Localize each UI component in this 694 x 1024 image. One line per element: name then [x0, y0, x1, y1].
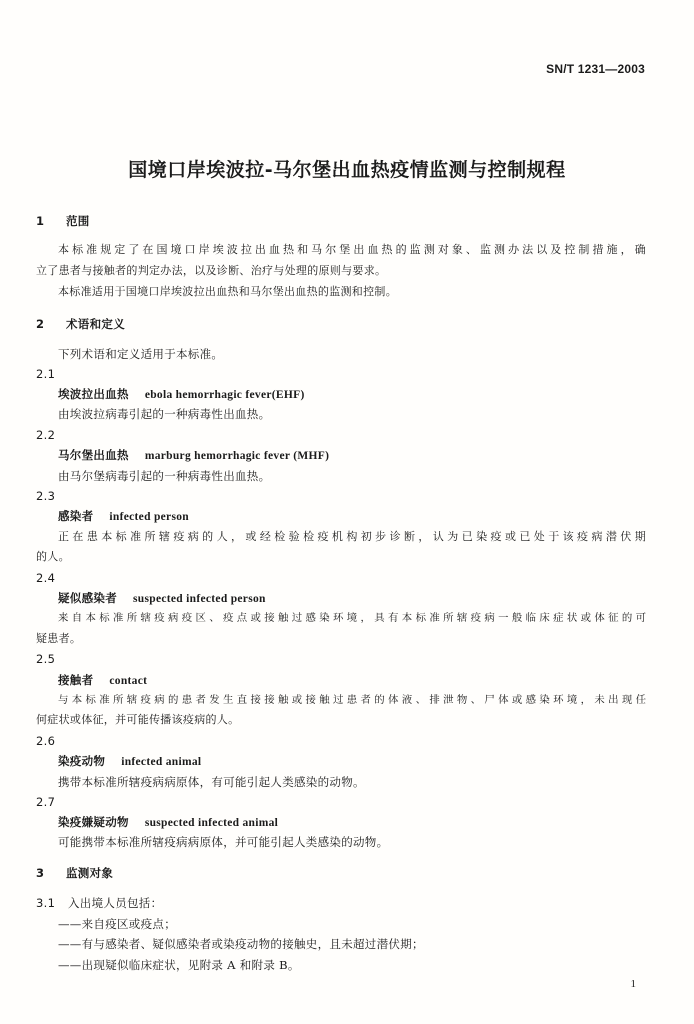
section-1-heading: 范围	[66, 214, 90, 228]
term-2-5-definition-line-1: 与本标准所辖疫病的患者发生直接接触或接触过患者的体液、排泄物、尸体或感染环境，未出现任	[58, 694, 646, 706]
section-1-paragraph-2: 本标准适用于国境口岸埃波拉出血热和马尔堡出血热的监测和控制。	[58, 285, 397, 298]
term-2-1-en: ebola hemorrhagic fever(EHF)	[144, 389, 305, 401]
term-2-7-heading	[58, 815, 278, 830]
term-2-3-definition-line-1: 正在患本标准所辖疫病的人，或经检验检疫机构初步诊断，认为已染疫或已处于该疫病潜伏期	[58, 530, 646, 543]
section-2-number: 2	[36, 317, 45, 331]
section-1-paragraph-1-line-1: 本标准规定了在国境口岸埃波拉出血热和马尔堡出血热的监测对象、监测办法以及控制措施，确	[58, 243, 646, 256]
term-2-6-definition: 携带本标准所辖疫病病原体，有可能引起人类感染的动物。	[58, 775, 365, 789]
term-2-2-number: 2.2	[36, 428, 56, 442]
term-2-1-zh: 埃波拉出血热	[58, 387, 129, 401]
term-2-3-number: 2.3	[36, 489, 56, 503]
document-title: 国境口岸埃波拉-马尔堡出血热疫情监测与控制规程	[128, 159, 566, 181]
term-2-4-number: 2.4	[36, 571, 56, 585]
term-2-4-definition-line-1: 来自本标准所辖疫病疫区、疫点或接触过感染环境，具有本标准所辖疫病一般临床症状或体征的可	[58, 612, 646, 624]
page-number: 1	[630, 978, 636, 990]
term-2-5-heading	[58, 673, 147, 688]
standard-number: SN/T 1231—2003	[546, 62, 645, 76]
section-2-heading: 术语和定义	[66, 317, 125, 331]
term-2-3-heading	[58, 509, 189, 524]
term-2-7-zh: 染疫嫌疑动物	[58, 815, 129, 829]
term-2-7-en: suspected infected animal	[144, 817, 279, 829]
term-2-1-heading	[58, 387, 305, 402]
term-2-3-zh: 感染者	[58, 509, 94, 523]
term-2-2-definition: 由马尔堡病毒引起的一种病毒性出血热。	[58, 469, 271, 483]
section-3-1-item-1: ——来自疫区或疫点；	[58, 917, 176, 931]
term-2-5-number: 2.5	[36, 652, 56, 666]
term-2-4-heading	[58, 591, 266, 606]
term-2-3-definition-line-2: 的人。	[36, 550, 70, 563]
term-2-5-zh: 接触者	[58, 673, 94, 687]
term-2-1-number: 2.1	[36, 367, 56, 381]
term-2-6-number: 2.6	[36, 734, 56, 748]
section-2-intro: 下列术语和定义适用于本标准。	[58, 347, 224, 361]
term-2-5-en: contact	[109, 675, 148, 687]
term-2-5-definition-line-2: 何症状或体征，并可能传播该疫病的人。	[36, 713, 240, 726]
section-3-1-item-2: ——有与感染者、疑似感染者或染疫动物的接触史，且未超过潜伏期；	[58, 937, 424, 951]
term-2-2-zh: 马尔堡出血热	[58, 448, 129, 462]
section-3-heading: 监测对象	[66, 866, 114, 880]
section-1-number: 1	[36, 214, 45, 228]
section-3-1-text: 入出境人员包括：	[68, 896, 163, 910]
term-2-6-heading	[58, 754, 201, 769]
term-2-6-en: infected animal	[121, 756, 202, 768]
section-1-paragraph-1-line-2: 立了患者与接触者的判定办法，以及诊断、治疗与处理的原则与要求。	[36, 264, 387, 277]
section-3-number: 3	[36, 866, 45, 880]
term-2-6-zh: 染疫动物	[58, 754, 106, 768]
term-2-3-en: infected person	[109, 511, 189, 523]
section-3-1-item-3: ——出现疑似临床症状，见附录 A 和附录 B。	[58, 958, 300, 972]
term-2-1-definition: 由埃波拉病毒引起的一种病毒性出血热。	[58, 407, 271, 421]
term-2-4-en: suspected infected person	[133, 593, 266, 605]
term-2-2-heading	[58, 448, 329, 463]
section-3-1-number: 3.1	[36, 896, 56, 910]
term-2-4-zh: 疑似感染者	[58, 591, 117, 605]
term-2-7-definition: 可能携带本标准所辖疫病病原体，并可能引起人类感染的动物。	[58, 835, 389, 849]
term-2-7-number: 2.7	[36, 795, 56, 809]
term-2-2-en: marburg hemorrhagic fever (MHF)	[144, 450, 330, 462]
term-2-4-definition-line-2: 疑患者。	[36, 632, 82, 645]
